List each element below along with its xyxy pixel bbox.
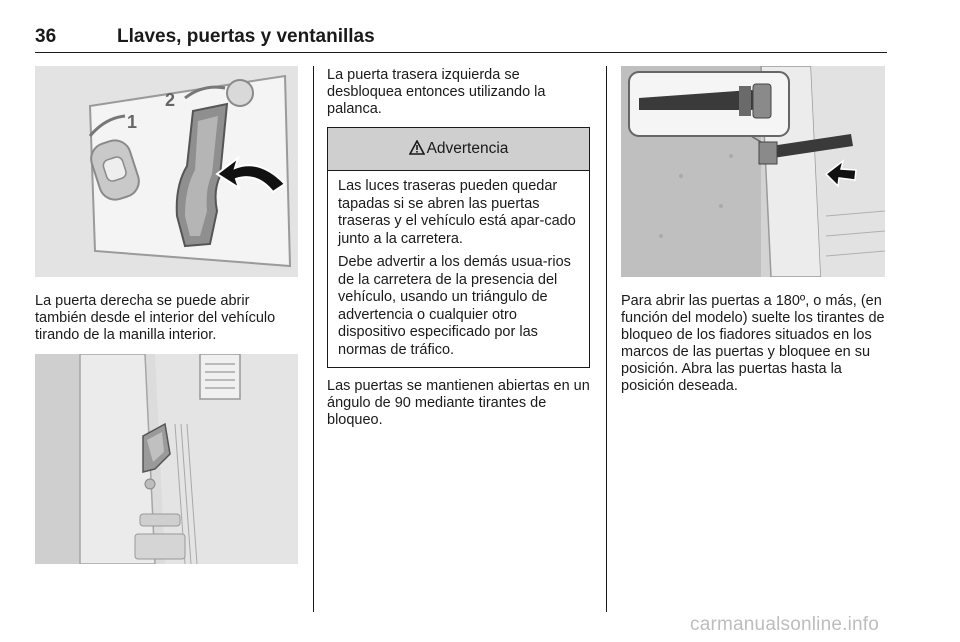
warning-header (328, 128, 589, 171)
column-divider-left (313, 66, 314, 612)
door-frame-illustration (35, 354, 298, 564)
figure-label-1: 1 (127, 112, 138, 132)
warning-triangle-icon (409, 139, 425, 159)
warning-paragraph: Las luces traseras pueden quedar tapadas si se abren las puertas traseras y el vehículo está apar-cado junto a la carretera. (338, 178, 576, 247)
page-header (35, 26, 887, 53)
watermark: carmanualsonline.info (690, 614, 880, 635)
door-strap-illustration (621, 66, 885, 277)
figure-door-strap (621, 66, 885, 277)
page-title: Llaves, puertas y ventanillas (117, 26, 375, 47)
interior-handle-illustration (35, 66, 298, 277)
figure-door-frame (35, 354, 298, 564)
warning-paragraph: Debe advertir a los demás usua-rios de la carretera de la presencia del vehículo, usando un triángulo de advertencia o cualquier otro dispositivo especificado por las normas de tráfico. (338, 254, 571, 358)
warning-title: Advertencia (426, 140, 509, 157)
paragraph-doors-180: Para abrir las puertas a 180º, o más, (en función del modelo) suelte los tirantes de bloqueo de los fiadores situados en los marcos de las puertas y bloquee en su posición. Abra las puertas hasta la posición deseada. (621, 293, 885, 394)
paragraph-left-door-unlock: La puerta trasera izquierda se desbloquea entonces utilizando la palanca. (327, 67, 546, 117)
warning-box (327, 127, 590, 368)
page-number: 36 (35, 26, 57, 47)
figure-label-2: 2 (165, 90, 176, 110)
figure-interior-handle (35, 66, 298, 277)
paragraph-right-door: La puerta derecha se puede abrir también desde el interior del vehículo tirando de la manilla interior. (35, 293, 276, 343)
paragraph-doors-90: Las puertas se mantienen abiertas en un ángulo de 90 mediante tirantes de bloqueo. (327, 378, 590, 428)
warning-body (328, 171, 589, 359)
column-divider-right (606, 66, 607, 612)
